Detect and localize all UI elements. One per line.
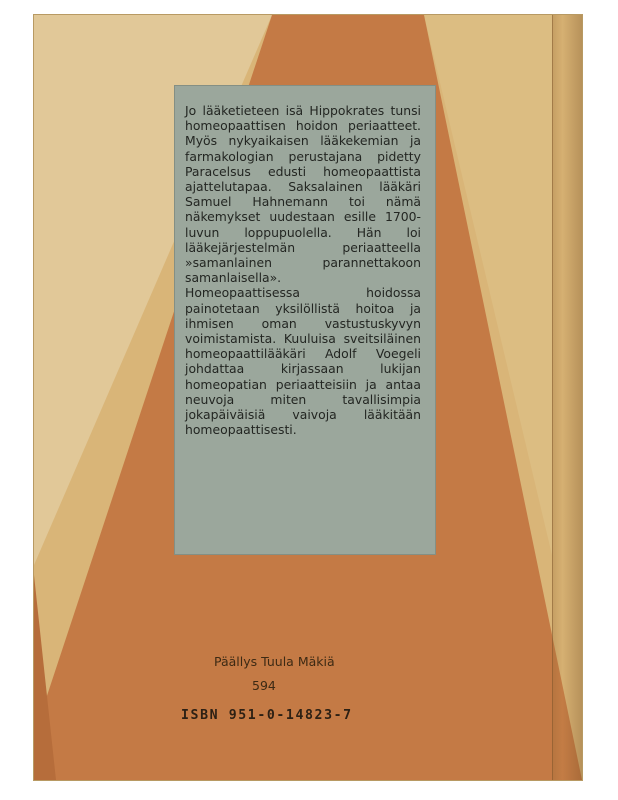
isbn: ISBN 951-0-14823-7 [181, 708, 353, 723]
blurb-panel [174, 85, 436, 555]
print-code: 594 [252, 678, 276, 693]
blurb-paragraph-1: Jo lääketieteen isä Hippokrates tunsi homeopaattisen hoidon periaatteet. Myös nykyaikaisen lääkekemian ja farmakologian perustajana pidetty Paracelsus edusti homeopaattista ajattelutapaa. Saksalainen lääkäri Samuel Hahnemann toi nämä näkemykset uudestaan esille 1700-luvun loppupuolella. Hän loi lääkejärjestelmän periaatteella »samanlainen parannettakoon samanlaisella». [185, 103, 421, 286]
cover-design-credit: Päällys Tuula Mäkiä [214, 654, 335, 669]
blurb-text [185, 103, 421, 437]
spine-edge [552, 15, 582, 780]
blurb-paragraph-2: Homeopaattisessa hoidossa painotetaan yksilöllistä hoitoa ja ihmisen oman vastustuskyvyn voimistamista. Kuuluisa sveitsiläinen homeopaattilääkäri Adolf Voegeli johdattaa kirjassaan lukijan homeopatian periaatteisiin ja antaa neuvoja miten tavallisimpia jokapäiväisiä vaivoja lääkitään homeopaattisesti. [185, 285, 421, 438]
spine-groove [552, 15, 553, 780]
